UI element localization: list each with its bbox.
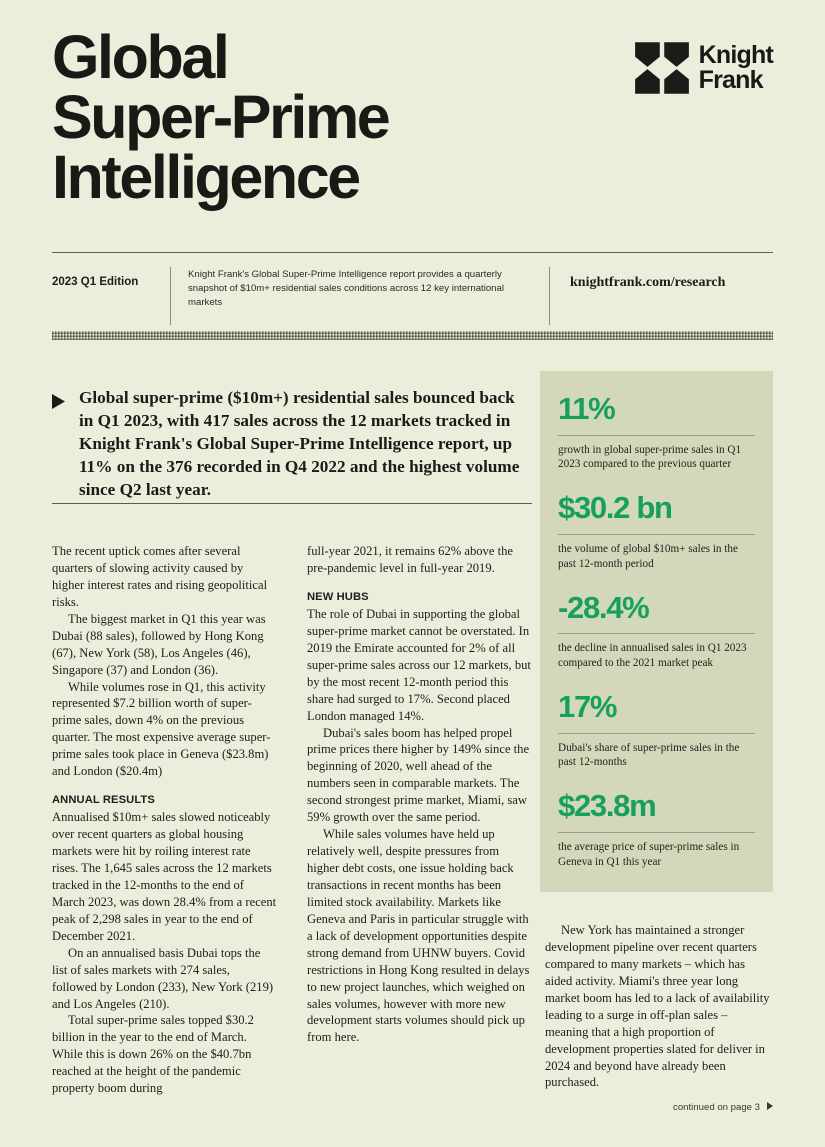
logo-word-line-2: Frank	[698, 66, 763, 94]
dotted-divider	[52, 331, 773, 340]
stat-description: growth in global super-prime sales in Q1 2023 compared to the previous quarter	[558, 435, 755, 473]
paragraph: The role of Dubai in supporting the global super-prime market cannot be overstated. In 2019 the Emirate accounted for 2% of all super-prime sales across our 12 markets, but by the most recent 12-month period this share had surged to 17%. Second placed London managed 14%.	[307, 606, 531, 723]
column-right-bottom	[545, 922, 773, 1091]
paragraph: Annualised $10m+ sales slowed noticeably over recent quarters as global housing markets were hit by roiling interest rate rises. The 1,645 sales across the 12 markets tracked in the 12-months to the end of March 2023, was down 28.4% from a recent peak of 2,298 sales in year to the end of December 2021.	[52, 810, 277, 943]
paragraph: full-year 2021, it remains 62% above the pre-pandemic level in full-year 2019.	[307, 544, 513, 575]
stat-description: the average price of super-prime sales in Geneva in Q1 this year	[558, 832, 755, 870]
paragraph: While sales volumes have held up relatively well, despite pressures from higher debt costs, one issue holding back transactions in recent months has been limited stock availability. Markets like Geneva and Paris in particular struggle with a lack of development opportunities despite strong demand from UHNW buyers. Covid restrictions in Hong Kong resulted in delays to new project launches, which weighed on sales volumes, however with more new development starts volumes should pick up from here.	[307, 827, 530, 1045]
knight-frank-logo	[634, 40, 773, 96]
stat-value: 11%	[558, 391, 615, 426]
edition-bar	[52, 252, 773, 325]
title-line-3: Intelligence	[52, 142, 359, 211]
knight-frank-logo-mark	[634, 40, 690, 96]
stat-description: the volume of global $10m+ sales in the past 12-month period	[558, 534, 755, 572]
paragraph: While volumes rose in Q1, this activity represented $7.2 billion worth of super-prime sales, down 4% on the previous quarter. The most expensive average super-prime sales took place in Geneva ($23.8m) and London ($20.4m)	[52, 679, 271, 779]
lead-section	[52, 386, 532, 501]
triangle-right-icon	[767, 1102, 773, 1113]
continued-footer[interactable]	[673, 1102, 773, 1113]
stat-value: -28.4%	[558, 589, 649, 625]
stat-value: $30.2 bn	[558, 490, 672, 526]
column-left	[52, 543, 277, 1097]
stat-item	[558, 492, 755, 571]
title-line-2: Super-Prime	[52, 82, 389, 151]
stat-value: 17%	[558, 688, 617, 724]
paragraph: New York has maintained a stronger development pipeline over recent quarters compared to many markets – which has aided activity. Miami's three year long market boom has led to a lack of availability leading to a surge in off-plan sales – meaning that a high proportion of development properties slated for deliver in 2024 and beyond have already been purchased.	[545, 923, 770, 1090]
lead-text: Global super-prime ($10m+) residential sales bounced back in Q1 2023, with 417 sales across the 12 markets tracked in Knight Frank's Global Super-Prime Intelligence report, up 11% on the 376 recorded in Q4 2022 and the highest volume since Q2 last year.	[79, 388, 520, 500]
stat-item	[558, 589, 755, 671]
page-title	[52, 23, 482, 211]
stat-description: the decline in annualised sales in Q1 2023 compared to the 2021 market peak	[558, 633, 755, 671]
paragraph: The biggest market in Q1 this year was Dubai (88 sales), followed by Hong Kong (67), New York (58), Los Angeles (46), Singapore (37) and London (36).	[52, 611, 266, 677]
key-statistics-panel	[540, 371, 773, 892]
triangle-right-icon	[52, 386, 67, 501]
logo-word-line-1: Knight	[698, 40, 773, 69]
paragraph: The recent uptick comes after several quarters of slowing activity caused by higher interest rates and rising geopolitical risks.	[52, 544, 268, 609]
edition-description: Knight Frank's Global Super-Prime Intelligence report provides a quarterly snapshot of $10m+ residential sales conditions across 12 key international markets	[170, 267, 549, 325]
section-heading-annual-results: ANNUAL RESULTS	[52, 794, 155, 807]
paragraph: Total super-prime sales topped $30.2 billion in the year to the end of March. While this is down 26% on the $40.7bn reached at the height of the pandemic property boom during	[52, 1013, 254, 1096]
stat-value: $23.8m	[558, 788, 656, 824]
stat-item	[558, 393, 755, 472]
lead-divider	[52, 503, 532, 504]
stat-item	[558, 790, 755, 869]
section-heading-new-hubs: NEW HUBS	[307, 590, 369, 603]
title-line-1: Global	[52, 23, 228, 91]
stat-description: Dubai's share of super-prime sales in the past 12-months	[558, 733, 755, 771]
lead-paragraph	[52, 386, 532, 501]
masthead	[52, 23, 773, 228]
paragraph: On an annualised basis Dubai tops the list of sales markets with 274 sales, followed by London (233), New York (219) and Los Angeles (210).	[52, 945, 274, 1011]
edition-label: 2023 Q1 Edition	[52, 276, 139, 288]
continued-label: continued on page 3	[673, 1102, 760, 1113]
logo-wordmark	[698, 40, 773, 94]
body-columns	[52, 543, 532, 1097]
research-url[interactable]: knightfrank.com/research	[549, 267, 773, 325]
column-middle	[307, 543, 532, 1097]
paragraph: Dubai's sales boom has helped propel prime prices there higher by 149% since the beginning of 2020, well ahead of the numbers seen in comparable markets. The second strongest prime market, Miami, saw 59% growth over the same period.	[307, 725, 530, 825]
stat-item	[558, 688, 755, 770]
